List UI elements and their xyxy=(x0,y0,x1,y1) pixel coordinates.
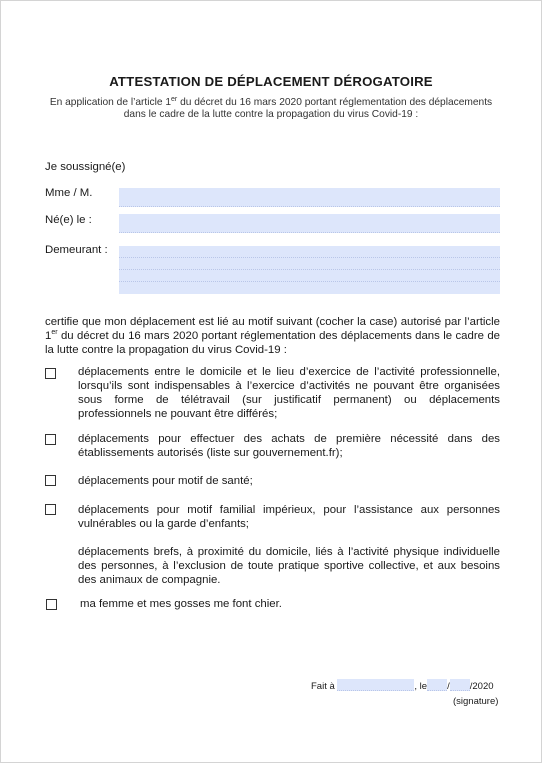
certify-text: certifie que mon déplacement est lié au motif suivant (cocher la case) autorisé par l’article 1 xyxy=(45,316,500,342)
year-label: /2020 xyxy=(469,681,494,692)
subtitle-text: En application de l’article 1 xyxy=(49,97,172,108)
checkbox-family[interactable] xyxy=(45,504,56,515)
name-field[interactable] xyxy=(119,188,500,207)
address-line xyxy=(119,269,500,270)
address-line xyxy=(119,257,500,258)
signature-label: (signature) xyxy=(453,696,499,707)
option-exercise xyxy=(45,546,500,586)
option-text: déplacements brefs, à proximité du domicile, liés à l’activité physique individuelle des personnes, à l’exclusion de toute pratique sportive collective, et aux besoins des animaux de compagnie. xyxy=(78,546,500,586)
option-text: déplacements entre le domicile et le lieu d’exercice de l’activité professionnelle, lorsqu’ils sont indispensables à l’exercice d’activités ne pouvant être organisées sous forme de télétravail (sur justificatif permanent) ou déplacements professionnels ne pouvant être différés; xyxy=(78,366,500,420)
option-family xyxy=(45,504,500,530)
birth-label: Né(e) le : xyxy=(45,214,92,226)
fait-a-label: Fait à xyxy=(311,681,335,692)
address-label: Demeurant : xyxy=(45,244,108,256)
option-purchases xyxy=(45,433,500,459)
option-text: déplacements pour effectuer des achats de première nécessité dans des établissements autorisés (liste sur gouvernement.fr); xyxy=(78,433,500,459)
footer-place-date xyxy=(311,679,494,693)
month-field[interactable] xyxy=(450,679,470,691)
date-separator: / xyxy=(447,681,450,692)
checkbox-professional[interactable] xyxy=(45,368,56,379)
option-custom xyxy=(45,598,500,610)
document-title: ATTESTATION DE DÉPLACEMENT DÉROGATOIRE xyxy=(109,74,433,89)
checkbox-purchases[interactable] xyxy=(45,434,56,445)
document-subtitle xyxy=(40,97,502,122)
date-label: , le xyxy=(414,681,428,692)
day-field[interactable] xyxy=(427,679,447,691)
name-label: Mme / M. xyxy=(45,187,93,199)
birth-date-field[interactable] xyxy=(119,214,500,233)
checkbox-health[interactable] xyxy=(45,475,56,486)
certify-text-cont: du décret du 16 mars 2020 portant réglementation des déplacements dans le cadre de la lutte contre la propagation du virus Covid-19 : xyxy=(45,329,500,356)
subtitle-superscript: er xyxy=(171,96,178,103)
certify-superscript: er xyxy=(51,328,58,336)
address-line xyxy=(119,281,500,282)
option-professional xyxy=(45,366,500,420)
option-text: ma femme et mes gosses me font chier. xyxy=(80,598,282,610)
subtitle-text-cont: du décret du 16 mars 2020 portant réglementation des déplacements dans le cadre de la lutte contre la propagation du virus Covid-19 : xyxy=(123,97,493,121)
place-field[interactable] xyxy=(337,679,414,691)
certify-paragraph xyxy=(45,316,500,358)
intro-label: Je soussigné(e) xyxy=(45,161,126,173)
option-text: déplacements pour motif de santé; xyxy=(78,475,253,487)
option-health xyxy=(45,475,500,487)
address-field[interactable] xyxy=(119,246,500,294)
checkbox-custom[interactable] xyxy=(46,599,57,610)
option-text: déplacements pour motif familial impérieux, pour l’assistance aux personnes vulnérables ou la garde d’enfants; xyxy=(78,504,500,530)
